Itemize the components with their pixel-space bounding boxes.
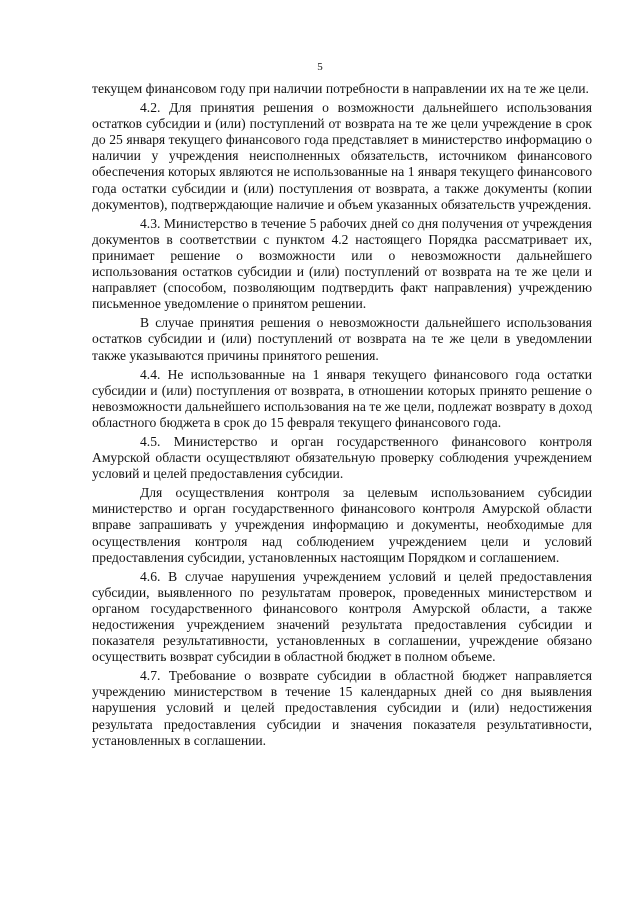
paragraph-4-7: 4.7. Требование о возврате субсидии в областной бюджет направляется учреждению министерством в течение 15 календарных дней со дня выявления нарушения условий и целей предоставления субсидии и (или) недостижения результата предоставления субсидии и значения показателя результативности, установленных в соглашении. xyxy=(92,668,592,748)
paragraph-4-5: 4.5. Министерство и орган государственного финансового контроля Амурской области осуществляют обязательную проверку соблюдения учреждением условий и целей предоставления субсидии. xyxy=(92,433,592,482)
paragraph-4-5-control: Для осуществления контроля за целевым использованием субсидии министерство и орган государственного финансового контроля Амурской области вправе запрашивать у учреждения информацию и документы, необходимые для осуществления контроля над соблюдением учреждением цели и условий предоставления субсидии, установленных настоящим Порядком и соглашением. xyxy=(92,485,592,565)
paragraph-4-3-refusal: В случае принятия решения о невозможности дальнейшего использования остатков субсидии и (или) поступлений от возврата на те же цели в уведомлении также указываются причины принятого решения. xyxy=(92,315,592,363)
paragraph-continuation: текущем финансовом году при наличии потребности в направлении их на те же цели. xyxy=(92,81,589,96)
document-body xyxy=(92,81,592,749)
paragraph-4-2: 4.2. Для принятия решения о возможности дальнейшего использования остатков субсидии и (или) поступлений от возврата на те же цели учреждение в срок до 25 января текущего финансового года представляет в министерство информацию о наличии у учреждения неисполненных обязательств, источником финансового обеспечения которых являются не использованные на 1 января текущего финансового года остатки субсидии и (или) поступления от возврата, а также документы (копии документов), подтверждающие наличие и объем указанных обязательств учреждения. xyxy=(92,100,592,212)
paragraph-4-3: 4.3. Министерство в течение 5 рабочих дней со дня получения от учреждения документов в соответствии с пунктом 4.2 настоящего Порядка рассматривает их, принимает решение о возможности или о невозможности дальнейшего использования остатков субсидии и (или) поступлений от возврата на те же цели и направляет (способом, позволяющим подтвердить факт направления) учреждению письменное уведомление о принятом решении. xyxy=(92,215,592,312)
paragraph-4-4: 4.4. Не использованные на 1 января текущего финансового года остатки субсидии и (или) поступления от возврата, в отношении которых принято решение о невозможности дальнейшего использования на те же цели, подлежат возврату в доход областного бюджета в срок до 15 февраля текущего финансового года. xyxy=(92,366,592,430)
page-number: 5 xyxy=(317,61,323,73)
paragraph-4-6: 4.6. В случае нарушения учреждением условий и целей предоставления субсидии, выявленного по результатам проверок, проведенных министерством и органом государственного финансового контроля Амурской области, а также недостижения учреждением значений результата предоставления субсидии и показателя результативности, установленных в соглашении, учреждение обязано осуществить возврат субсидии в областной бюджет в полном объеме. xyxy=(92,568,592,665)
